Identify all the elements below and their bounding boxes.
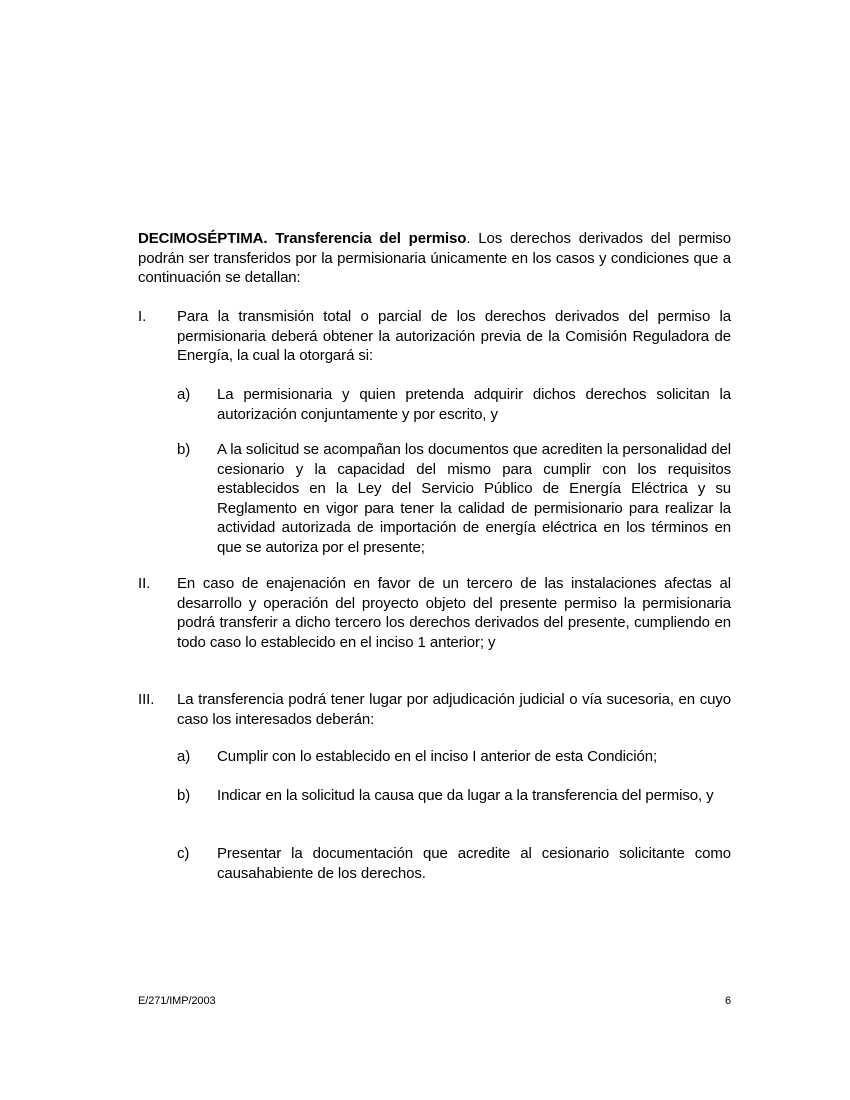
list-item-iii xyxy=(138,690,731,729)
list-item-text: En caso de enajenación en favor de un tercero de las instalaciones afectas al desarrollo y operación del proyecto objeto del presente permiso la permisionaria podrá transferir a dicho tercero los derechos derivados del presente, cumpliendo en todo caso lo establecido en el inciso 1 anterior; y xyxy=(177,575,731,651)
list-item-number: III. xyxy=(138,691,155,708)
sub-item-iii-c xyxy=(177,844,731,883)
sub-item-iii-b xyxy=(177,786,731,806)
list-item-text: Para la transmisión total o parcial de los derechos derivados del permiso la permisionaria deberá obtener la autorización previa de la Comisión Reguladora de Energía, la cual la otorgará si: xyxy=(177,308,731,364)
sub-item-i-a xyxy=(177,385,731,424)
sub-item-text: Indicar en la solicitud la causa que da lugar a la transferencia del permiso, y xyxy=(217,787,714,804)
sub-item-letter: a) xyxy=(177,386,191,403)
sub-item-letter: a) xyxy=(177,748,191,765)
page-footer xyxy=(138,995,731,1007)
list-item-i xyxy=(138,307,731,366)
clause-intro-text: . Los derechos derivados del permiso podrán ser transferidos por la permisionaria únicamente en los casos y condiciones que a continuación se detallan: xyxy=(138,230,731,286)
sub-item-text: A la solicitud se acompañan los documentos que acrediten la personalidad del cesionario y la capacidad del mismo para cumplir con los requisitos establecidos en la Ley del Servicio Público de Energía Eléctrica y su Reglamento en vigor para tener la calidad de permisionario para realizar la actividad autorizada de importación de energía eléctrica en los términos en que se autoriza por el presente; xyxy=(217,441,731,556)
sub-item-text: Cumplir con lo establecido en el inciso I anterior de esta Condición; xyxy=(217,748,658,765)
page-number: 6 xyxy=(724,995,731,1007)
list-item-ii xyxy=(138,574,731,652)
sub-item-iii-a xyxy=(177,747,731,767)
sub-item-i-b xyxy=(177,440,731,557)
clause-intro xyxy=(138,229,731,288)
sub-item-letter: b) xyxy=(177,441,191,458)
sub-item-text: La permisionaria y quien pretenda adquirir dichos derechos solicitan la autorización conjuntamente y por escrito, y xyxy=(217,386,731,423)
document-reference: E/271/IMP/2003 xyxy=(138,995,216,1007)
list-item-number: I. xyxy=(138,308,147,325)
sub-item-letter: b) xyxy=(177,787,191,804)
clause-heading: DECIMOSÉPTIMA. Transferencia del permiso xyxy=(138,230,467,247)
sub-item-text: Presentar la documentación que acredite al cesionario solicitante como causahabiente de los derechos. xyxy=(217,845,731,882)
list-item-number: II. xyxy=(138,575,151,592)
sub-item-letter: c) xyxy=(177,845,190,862)
list-item-text: La transferencia podrá tener lugar por adjudicación judicial o vía sucesoria, en cuyo caso los interesados deberán: xyxy=(177,691,731,728)
